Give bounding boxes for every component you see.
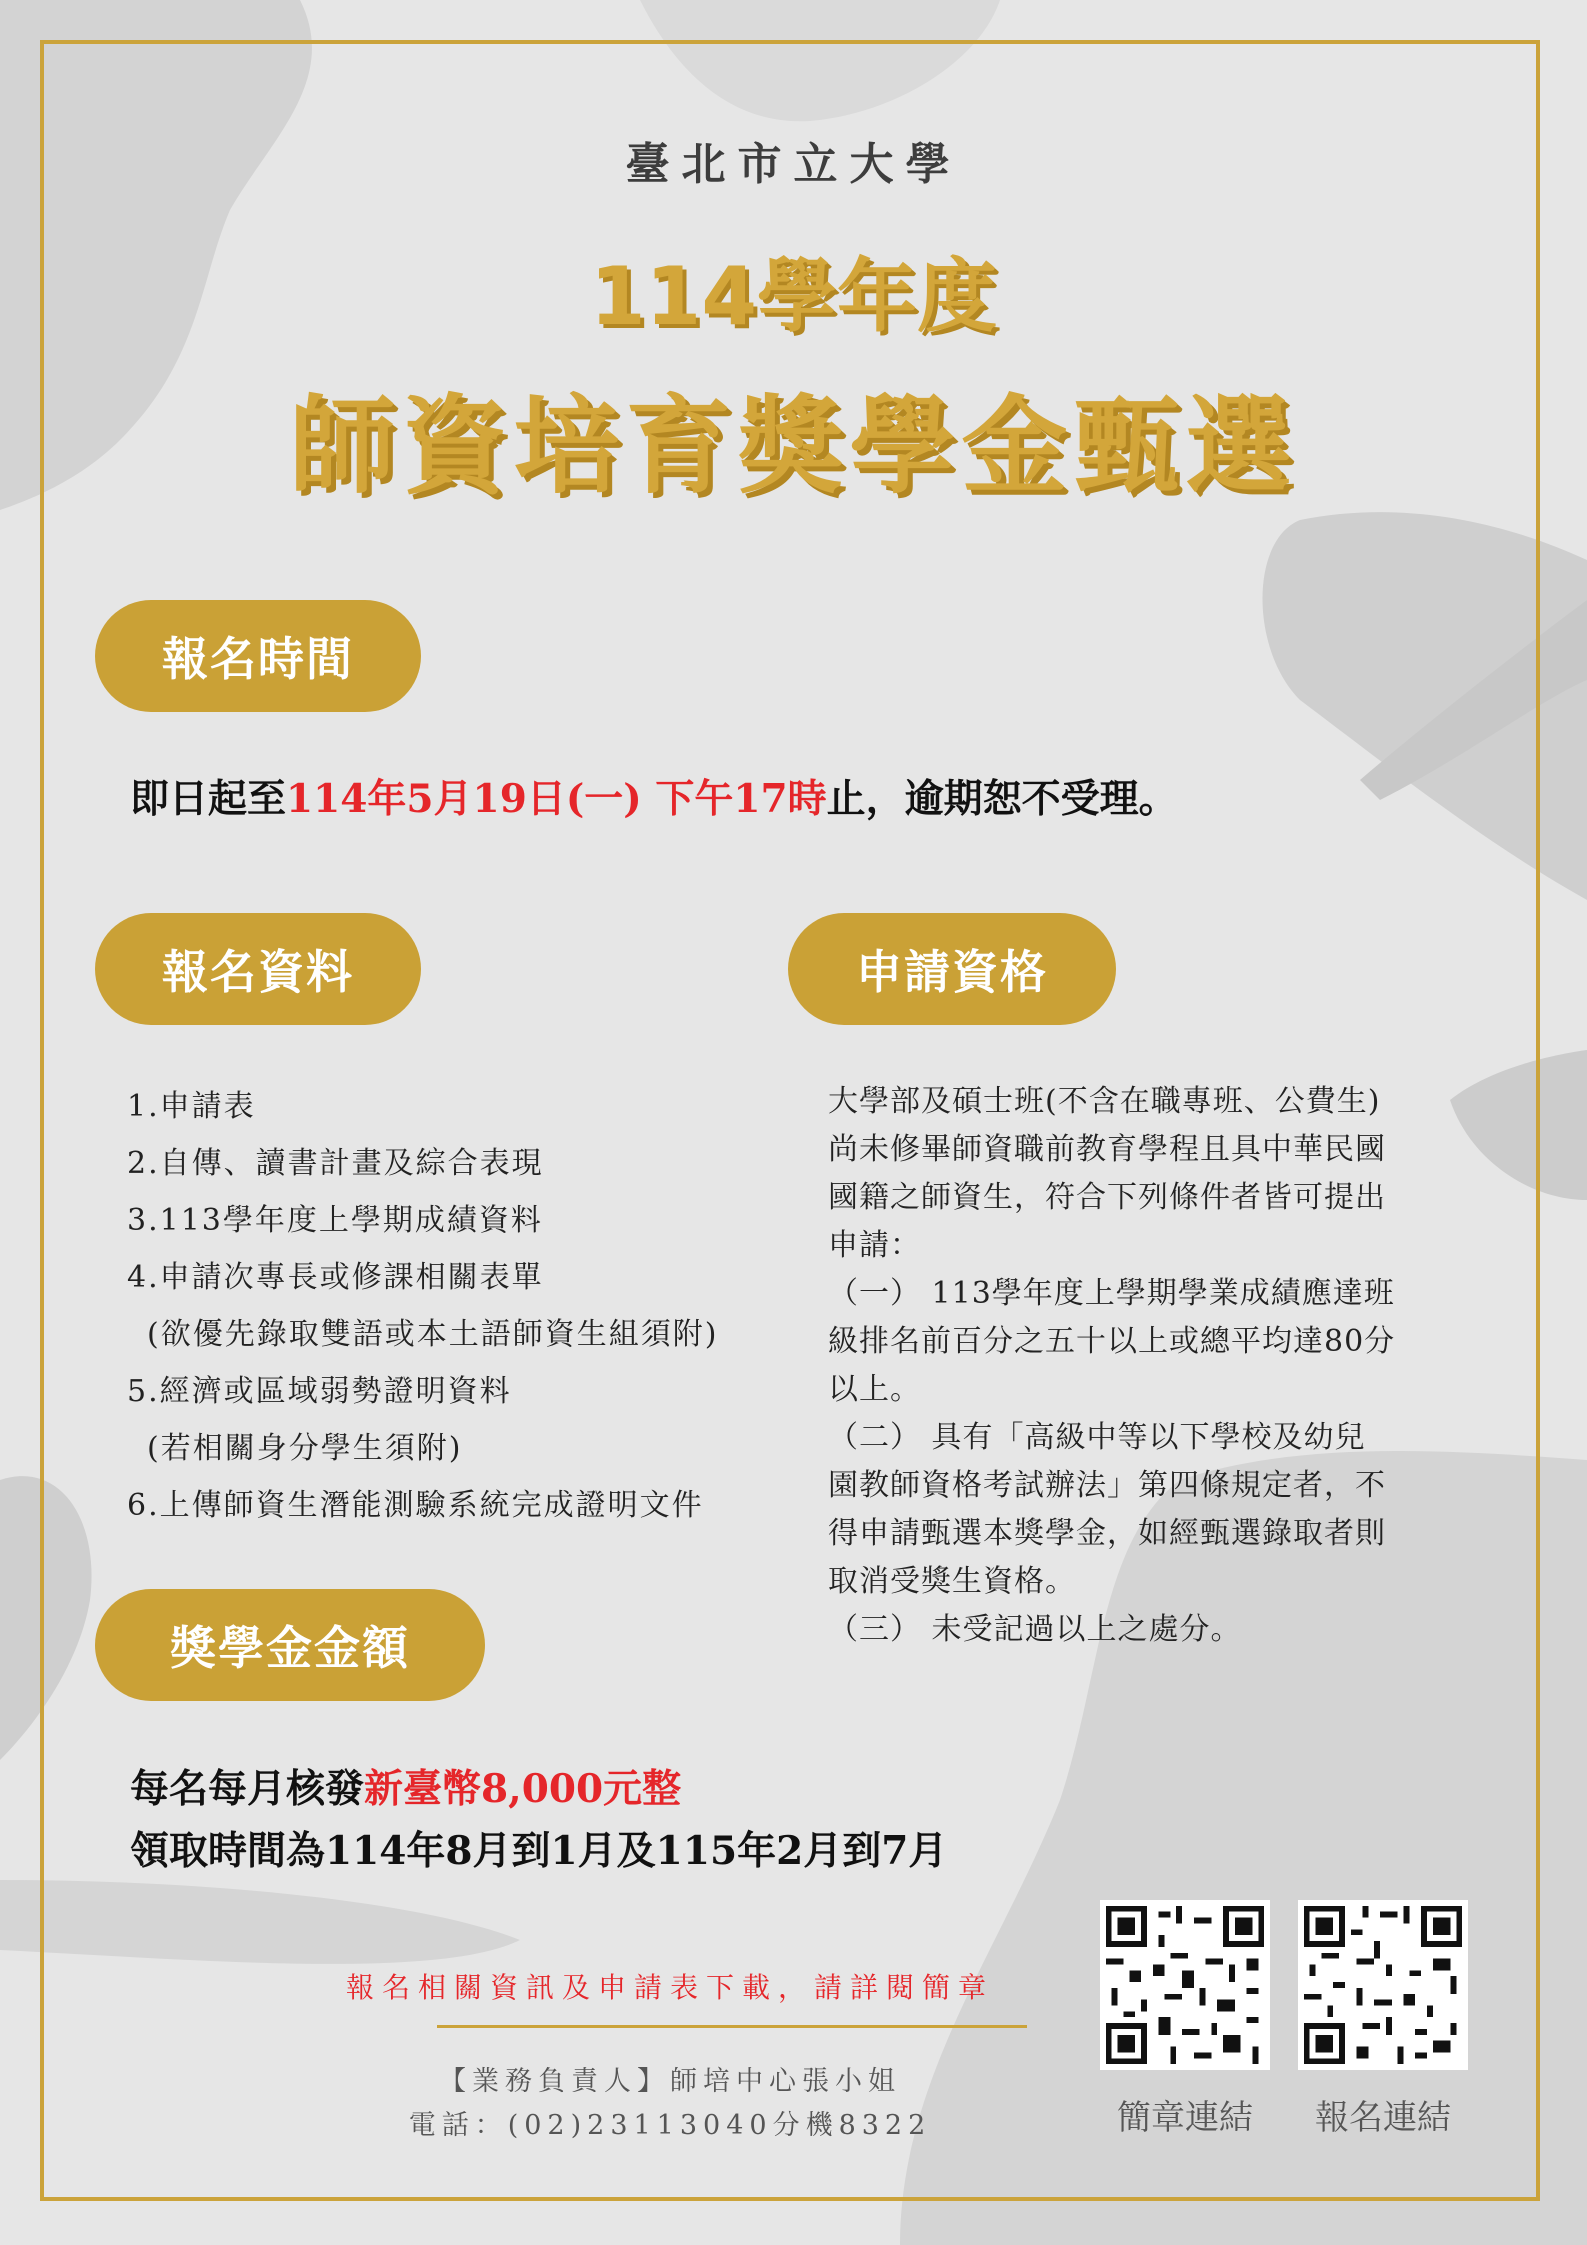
list-item: 5.經濟或區域弱勢證明資料 — [127, 1374, 512, 1409]
footer-divider — [437, 2025, 1027, 2028]
payout-period: 領取時間為114年8月到1月及115年2月到7月 — [130, 1828, 948, 1874]
registration-qr-code[interactable] — [1298, 1900, 1468, 2070]
contact-person: 【業務負責人】師培中心張小姐 — [439, 2066, 901, 2097]
year-title: 114學年度 — [590, 250, 997, 343]
list-item: 2.自傳、讀書計畫及綜合表現 — [127, 1146, 544, 1181]
eligibility-line: 以上。 — [828, 1372, 921, 1407]
list-item-note: (欲優先錄取雙語或本土語師資生組須附) — [147, 1317, 719, 1352]
download-note: 報名相關資訊及申請表下載，請詳閱簡章 — [345, 1971, 994, 2004]
amount-badge: 獎學金金額 — [95, 1589, 485, 1701]
eligibility-line: （一） 113學年度上學期學業成績應達班 — [828, 1276, 1395, 1311]
eligibility-line: 國籍之師資生，符合下列條件者皆可提出 — [828, 1180, 1386, 1215]
deadline-date: 114年5月19日(一) 下午17時 — [286, 776, 827, 822]
eligibility-line: 取消受獎生資格。 — [828, 1564, 1076, 1599]
deadline-suffix: 止，逾期恕不受理。 — [826, 776, 1178, 822]
registration-docs-list — [127, 1078, 718, 1534]
eligibility-text — [828, 1078, 1468, 1654]
list-item: 3.113學年度上學期成績資料 — [127, 1203, 543, 1238]
registration-link-label[interactable]: 報名連結 — [1315, 2098, 1451, 2138]
contact-phone: 電話：(02)23113040分機8322 — [408, 2110, 932, 2141]
amount-line — [130, 1758, 681, 1814]
eligibility-line: （二） 具有「高級中等以下學校及幼兒 — [828, 1420, 1366, 1455]
eligibility-line: 尚未修畢師資職前教育學程且具中華民國 — [828, 1132, 1386, 1167]
university-name: 臺北市立大學 — [625, 139, 962, 190]
list-item: 4.申請次專長或修課相關表單 — [127, 1260, 544, 1295]
registration-deadline — [130, 768, 1178, 824]
list-item-note: (若相關身分學生須附) — [147, 1431, 463, 1466]
deadline-prefix: 即日起至 — [130, 776, 287, 822]
registration-docs-badge: 報名資料 — [95, 913, 421, 1025]
eligibility-line: 申請： — [828, 1228, 921, 1263]
eligibility-line: （三） 未受記過以上之處分。 — [828, 1612, 1242, 1647]
list-item: 1.申請表 — [127, 1089, 256, 1124]
eligibility-line: 園教師資格考試辦法」第四條規定者，不 — [828, 1468, 1386, 1503]
amount-prefix: 每名每月核發 — [130, 1766, 365, 1812]
main-title: 師資培育獎學金甄選 — [289, 385, 1298, 508]
registration-time-badge: 報名時間 — [95, 600, 421, 712]
eligibility-line: 大學部及碩士班(不含在職專班、公費生) — [828, 1084, 1381, 1119]
brochure-qr-code[interactable] — [1100, 1900, 1270, 2070]
amount-value: 新臺幣8,000元整 — [364, 1766, 682, 1812]
eligibility-line: 得申請甄選本獎學金，如經甄選錄取者則 — [828, 1516, 1386, 1551]
brochure-link-label[interactable]: 簡章連結 — [1117, 2098, 1253, 2138]
eligibility-badge: 申請資格 — [788, 913, 1116, 1025]
list-item: 6.上傳師資生潛能測驗系統完成證明文件 — [127, 1488, 704, 1523]
eligibility-line: 級排名前百分之五十以上或總平均達80分 — [828, 1324, 1396, 1359]
